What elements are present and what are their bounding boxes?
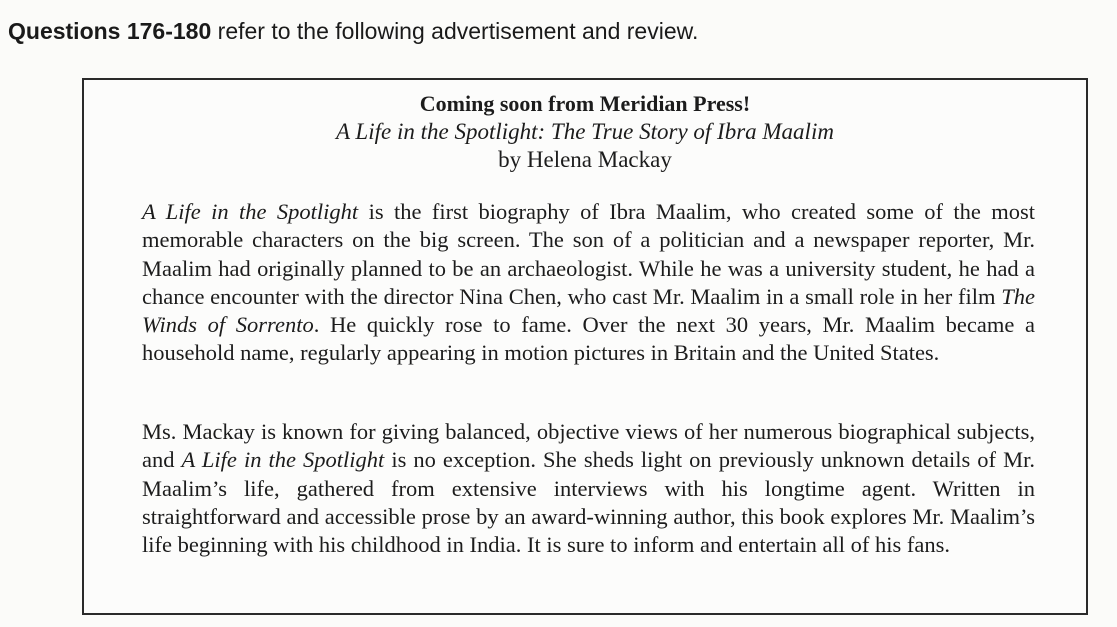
advertisement-box xyxy=(82,78,1088,615)
paragraph-2-text-a: Ms. Mackay is known for giving balanced, objective views of her numerous biographical subjects, and xyxy=(142,419,1035,473)
ad-paragraph-2 xyxy=(142,418,1035,559)
film-title-reference: The Winds of Sorrento xyxy=(142,283,1035,338)
question-range: Questions 176-180 xyxy=(8,18,212,44)
author-line: by Helena Mackay xyxy=(498,147,672,172)
question-header xyxy=(8,18,698,45)
book-title-reference: A Life in the Spotlight xyxy=(142,199,359,224)
book-title-reference: A Life in the Spotlight xyxy=(181,447,385,473)
paragraph-1-text-b: . He quickly rose to fame. Over the next 30 years, Mr. Maalim became a household name, regularly appearing in motion pictures in Britain and the United States. xyxy=(142,312,1035,366)
question-instruction: refer to the following advertisement and review. xyxy=(211,18,699,44)
paragraph-1-text-a: is the first biography of Ibra Maalim, who created some of the most memorable characters on the big screen. The son of a politician and a newspaper reporter, Mr. Maalim had originally planned to be an archaeologist. While he was a university student, he had a chance encounter with the director Nina Chen, who cast Mr. Maalim in a small role in her film xyxy=(142,199,1035,309)
ad-announcement: Coming soon from Meridian Press! xyxy=(419,91,751,116)
book-title: A Life in the Spotlight: The True Story of Ibra Maalim xyxy=(336,119,834,144)
paragraph-2-text-b: is no exception. She sheds light on previously unknown details of Mr. Maalim’s life, gathered from extensive interviews with his longtime agent. Written in straightforward and accessible prose by an award-winning author, this book explores Mr. Maalim’s life beginning with his childhood in India. It is sure to inform and entertain all of his fans. xyxy=(142,447,1035,558)
ad-paragraph-1 xyxy=(142,198,1035,368)
ad-title-block xyxy=(84,90,1086,174)
